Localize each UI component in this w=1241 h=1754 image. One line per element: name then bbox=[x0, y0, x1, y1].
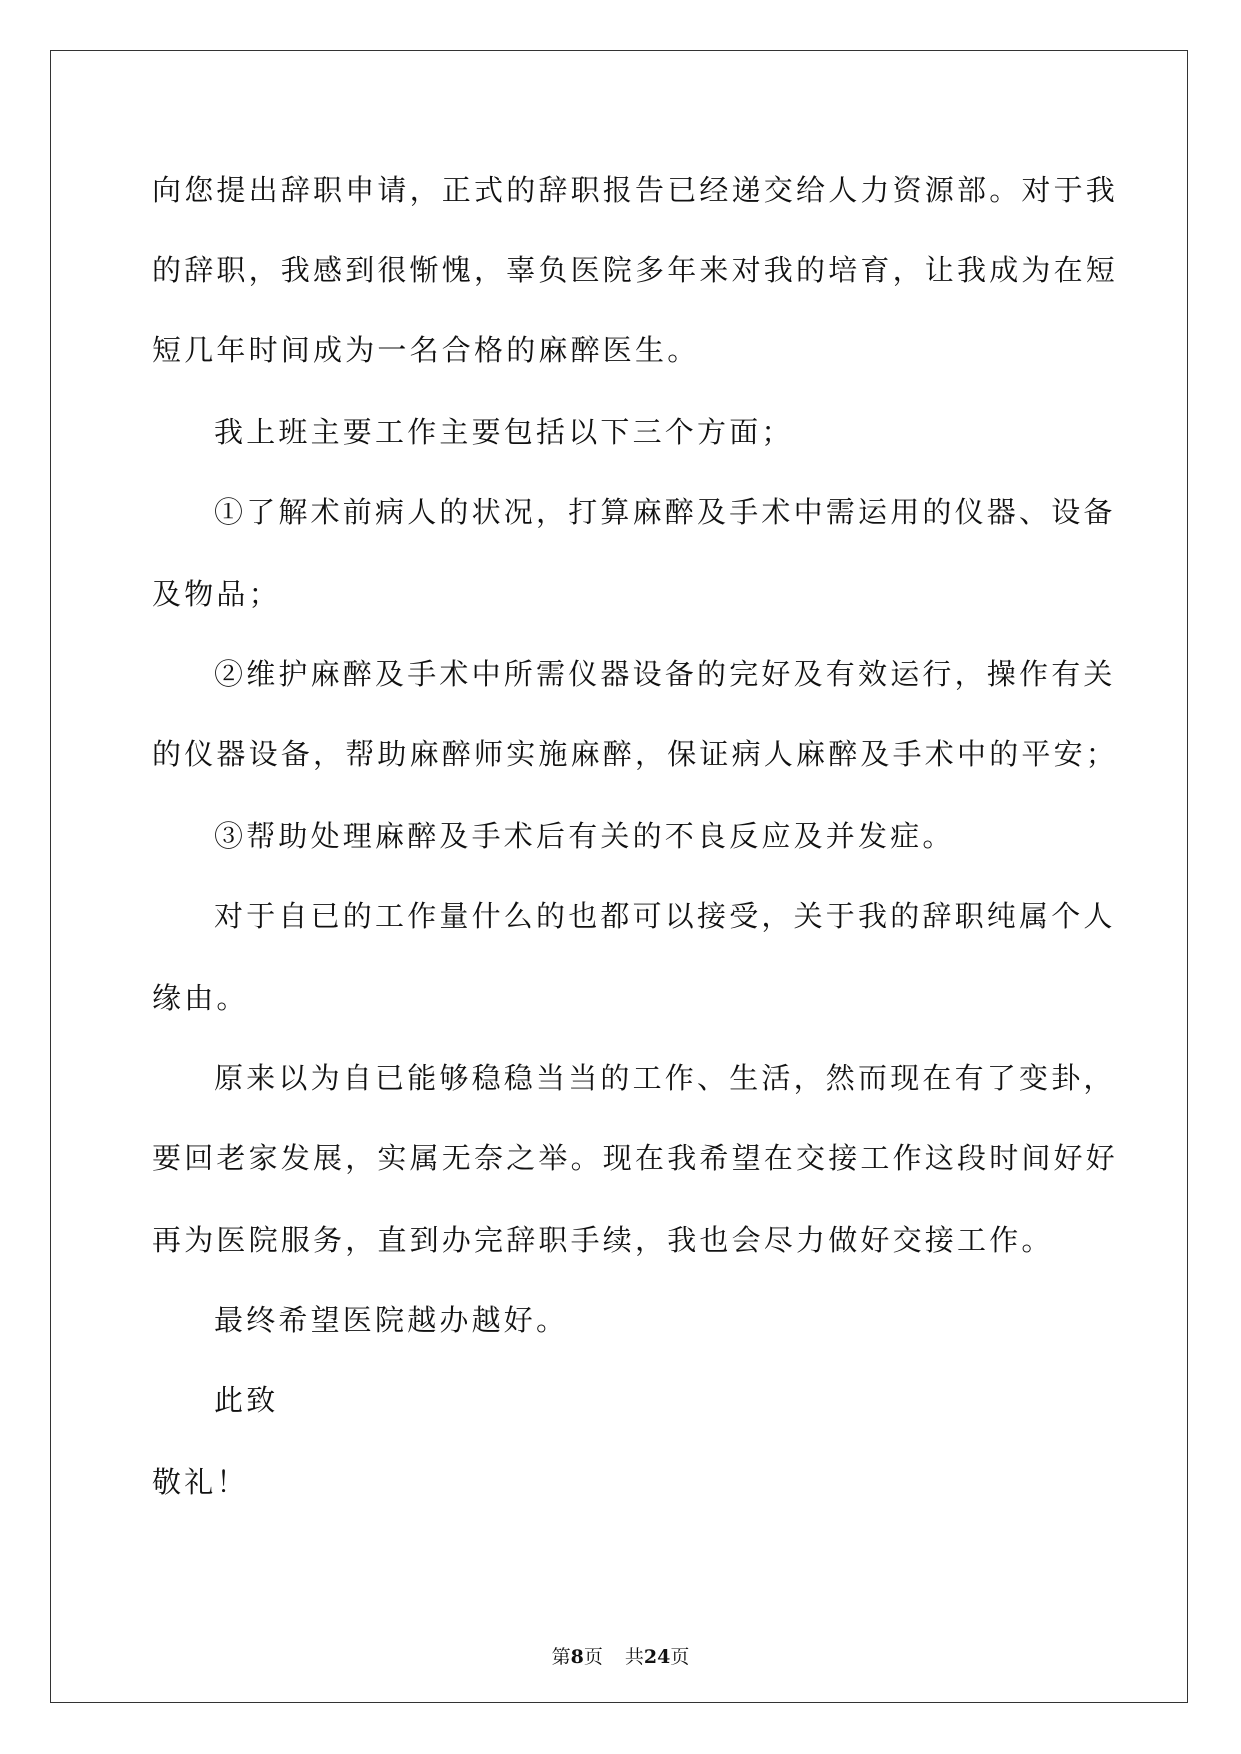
body-line-9: ③帮助处理麻醉及手术后有关的不良反应及并发症。 bbox=[214, 819, 955, 853]
body-line-4: 我上班主要工作主要包括以下三个方面； bbox=[214, 415, 794, 449]
body-line-1: 向您提出辞职申请，正式的辞职报告已经递交给人力资源部。对于我 bbox=[152, 173, 1119, 207]
body-line-13: 要回老家发展，实属无奈之举。现在我希望在交接工作这段时间好好 bbox=[152, 1141, 1119, 1175]
footer-page-number: 8 bbox=[570, 1646, 584, 1668]
body-line-10: 对于自已的工作量什么的也都可以接受，关于我的辞职纯属个人 bbox=[214, 899, 1116, 933]
body-line-14: 再为医院服务，直到办完辞职手续，我也会尽力做好交接工作。 bbox=[152, 1223, 1054, 1257]
footer-page-unit: 页 bbox=[583, 1646, 603, 1668]
body-line-5: ①了解术前病人的状况，打算麻醉及手术中需运用的仪器、设备 bbox=[214, 495, 1116, 529]
footer-total-unit: 页 bbox=[670, 1646, 690, 1668]
body-line-6: 及物品； bbox=[152, 577, 281, 611]
footer-total-pages: 24 bbox=[643, 1646, 671, 1668]
page-footer bbox=[0, 1648, 1241, 1667]
footer-prefix: 第 bbox=[551, 1646, 571, 1668]
body-line-2: 的辞职，我感到很惭愧，辜负医院多年来对我的培育，让我成为在短 bbox=[152, 253, 1119, 287]
closing-line: 敬礼！ bbox=[152, 1465, 249, 1499]
body-line-8: 的仪器设备，帮助麻醉师实施麻醉，保证病人麻醉及手术中的平安； bbox=[152, 737, 1119, 771]
footer-total-prefix: 共 bbox=[624, 1646, 644, 1668]
body-line-11: 缘由。 bbox=[152, 981, 249, 1015]
salutation-line: 此致 bbox=[214, 1383, 279, 1417]
body-line-7: ②维护麻醉及手术中所需仪器设备的完好及有效运行，操作有关 bbox=[214, 657, 1116, 691]
body-line-3: 短几年时间成为一名合格的麻醉医生。 bbox=[152, 333, 700, 367]
page-border bbox=[50, 50, 1188, 1703]
body-line-15: 最终希望医院越办越好。 bbox=[214, 1303, 569, 1337]
body-line-12: 原来以为自已能够稳稳当当的工作、生活，然而现在有了变卦， bbox=[214, 1061, 1116, 1095]
